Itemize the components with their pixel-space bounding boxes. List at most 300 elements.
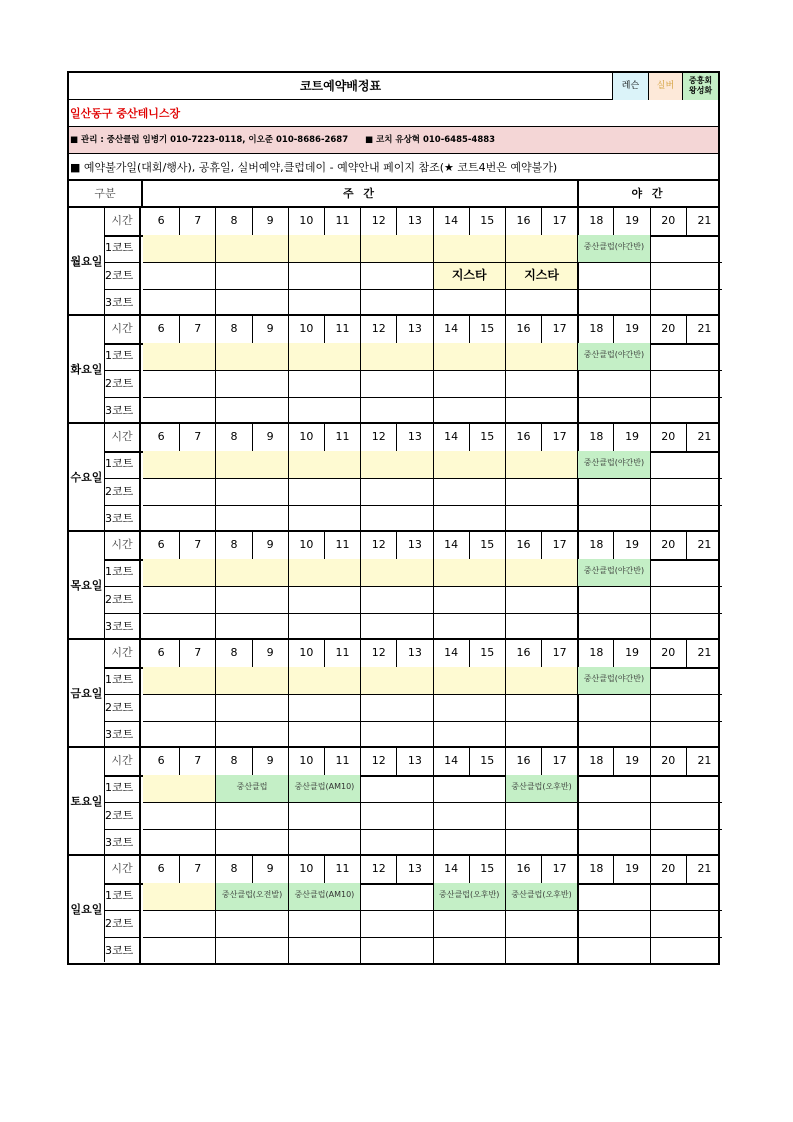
reservation-block[interactable] [289,559,360,586]
slot-cell[interactable] [650,613,722,640]
slot-cell[interactable] [577,721,649,748]
reservation-block[interactable] [434,559,505,586]
reservation-block[interactable]: 지스타 [434,263,505,289]
slot-cell[interactable] [143,910,215,937]
slot-cell[interactable] [433,937,505,964]
slot-cell[interactable] [650,397,722,424]
hour-cell: 7 [179,856,215,883]
court-label: 3코트 [105,613,141,640]
slot-cell[interactable] [143,613,215,640]
reservation-block[interactable] [361,559,432,586]
reservation-block[interactable] [361,667,432,694]
reservation-block[interactable] [434,235,505,262]
day-name: 목요일 [69,532,105,638]
hour-cell: 19 [613,640,649,667]
hour-cell: 12 [360,424,396,451]
slot-cell[interactable] [577,802,649,829]
hour-cell: 18 [577,748,613,775]
slot-cell[interactable] [215,370,287,397]
hour-cell: 18 [577,316,613,343]
hour-cell: 20 [650,532,686,559]
reservation-block[interactable] [216,451,287,478]
slot-cell[interactable] [215,586,287,613]
hour-cell: 21 [686,640,722,667]
slot-cell[interactable] [650,235,722,262]
hour-cell: 16 [505,748,541,775]
reservation-block[interactable] [143,235,215,262]
court-label: 2코트 [105,370,141,397]
hour-cell: 20 [650,640,686,667]
hour-cell: 19 [613,424,649,451]
slot-cell[interactable] [577,478,649,505]
reservation-block[interactable] [143,559,215,586]
slot-cell[interactable] [577,694,649,721]
slot-cell[interactable] [143,262,215,289]
hour-cell: 17 [541,640,577,667]
slot-cell[interactable] [143,802,215,829]
reservation-block[interactable]: 지스타 [506,263,577,289]
slot-cell[interactable] [433,829,505,856]
reservation-block[interactable] [143,883,215,910]
hour-cell: 10 [288,856,324,883]
slot-cell[interactable] [288,694,360,721]
hour-cell: 7 [179,316,215,343]
court-label: 1코트 [105,235,141,262]
hour-cell: 14 [433,748,469,775]
slot-cell[interactable] [650,289,722,316]
slot-cell[interactable] [505,721,577,748]
hour-cell: 9 [252,856,288,883]
header-gubun: 구분 [69,181,143,206]
reservation-block[interactable] [216,559,287,586]
slot-cell[interactable] [433,397,505,424]
day-name: 금요일 [69,640,105,746]
slot-cell[interactable] [360,262,432,289]
slot-cell[interactable] [650,775,722,802]
hour-cell: 16 [505,532,541,559]
court-label: 3코트 [105,397,141,424]
hour-cell: 14 [433,208,469,235]
slot-cell[interactable] [650,721,722,748]
slot-cell[interactable] [433,478,505,505]
slot-cell[interactable] [577,505,649,532]
reservation-block[interactable]: 중산클럽(오후반) [434,883,505,910]
slot-cell[interactable] [433,694,505,721]
slot-cell[interactable] [433,802,505,829]
slot-cell[interactable] [143,505,215,532]
slot-cell[interactable] [650,343,722,370]
hour-cell: 12 [360,532,396,559]
hour-cell: 17 [541,424,577,451]
hour-cell: 8 [215,532,251,559]
hour-cell: 16 [505,316,541,343]
court-label: 1코트 [105,883,141,910]
slot-cell[interactable] [288,397,360,424]
slot-cell[interactable] [505,478,577,505]
hour-cell: 19 [613,532,649,559]
hour-cell: 11 [324,424,360,451]
slot-cell[interactable] [215,829,287,856]
hour-cell: 10 [288,640,324,667]
hour-cell: 16 [505,208,541,235]
slot-cell[interactable] [288,505,360,532]
slot-cell[interactable] [143,478,215,505]
slot-cell[interactable] [505,586,577,613]
slot-cell[interactable] [433,586,505,613]
slot-cell[interactable] [505,802,577,829]
manager-contact: ■ 관리 : 중산클럽 임병기 010-7223-0118, 이오준 010-8686-2687 [70,135,349,145]
page-title: 코트예약배정표 [299,79,382,93]
slot-cell[interactable] [577,883,649,910]
slot-cell[interactable] [433,775,505,802]
notice-text: ■ 예약불가일(대회/행사), 공휴일, 실버예약,클럽데이 - 예약안내 페이지 참조(★ 코트4번은 예약불가) [70,161,558,174]
slot-cell[interactable] [650,883,722,910]
hour-cell: 12 [360,748,396,775]
slot-cell[interactable] [577,262,649,289]
hour-cell: 15 [469,748,505,775]
slot-cell[interactable] [215,613,287,640]
slot-cell[interactable] [650,586,722,613]
title-row [69,73,718,100]
hour-cell: 18 [577,424,613,451]
reservation-block[interactable]: 중산클럽(야간반) [578,235,649,262]
reservation-block[interactable] [216,343,287,370]
hour-cell: 7 [179,640,215,667]
reservation-block[interactable]: 중산클럽(오후반) [506,775,577,802]
hour-cell: 10 [288,748,324,775]
contact-row [69,127,718,154]
day-name: 화요일 [69,316,105,422]
hour-cell: 15 [469,424,505,451]
slot-cell[interactable] [577,289,649,316]
slot-cell[interactable] [288,613,360,640]
hour-cell: 6 [157,646,165,659]
slot-cell[interactable] [288,802,360,829]
hour-cell: 9 [252,316,288,343]
hour-cell: 21 [686,748,722,775]
hour-cell: 11 [324,640,360,667]
slot-cell[interactable] [288,586,360,613]
hour-cell: 20 [650,208,686,235]
hour-cell: 6 [157,322,165,335]
slot-cell[interactable] [505,937,577,964]
slot-cell[interactable] [215,262,287,289]
reservation-block[interactable] [506,451,577,478]
slot-cell[interactable] [360,721,432,748]
court-label: 3코트 [105,937,141,964]
reservation-block[interactable] [506,559,577,586]
hour-cell: 8 [215,748,251,775]
hour-cell: 9 [252,532,288,559]
hour-cell: 12 [360,316,396,343]
slot-cell[interactable] [650,802,722,829]
reservation-block[interactable] [289,235,360,262]
time-label: 시간 [105,532,141,559]
hour-cell: 8 [215,640,251,667]
reservation-block[interactable] [434,343,505,370]
court-label: 2코트 [105,478,141,505]
slot-cell[interactable] [650,559,722,586]
hour-cell: 9 [252,748,288,775]
slot-cell[interactable] [215,937,287,964]
slot-cell[interactable] [288,910,360,937]
slot-cell[interactable] [577,370,649,397]
hour-cell: 7 [179,748,215,775]
slot-cell[interactable] [650,262,722,289]
slot-cell[interactable] [577,775,649,802]
reservation-block[interactable]: 중산클럽(야간반) [578,451,649,478]
hour-cell: 18 [577,640,613,667]
hour-cell: 13 [396,208,432,235]
reservation-block[interactable]: 중산클럽(AM10) [289,883,360,910]
reservation-block[interactable]: 중산클럽(야간반) [578,343,649,370]
hour-cell: 8 [215,208,251,235]
slot-cell[interactable] [288,937,360,964]
hour-cell: 10 [288,424,324,451]
reservation-block[interactable] [361,343,432,370]
reservation-block[interactable] [289,343,360,370]
slot-cell[interactable] [650,937,722,964]
reservation-block[interactable] [216,235,287,262]
slot-cell[interactable] [215,397,287,424]
reservation-block[interactable] [143,451,215,478]
slot-cell[interactable] [143,694,215,721]
slot-cell[interactable] [215,802,287,829]
slot-cell[interactable] [143,721,215,748]
hour-cell: 13 [396,532,432,559]
reservation-block[interactable]: 중산클럽(야간반) [578,559,649,586]
hour-cell: 11 [324,532,360,559]
court-label: 3코트 [105,289,141,316]
slot-cell[interactable] [505,289,577,316]
legend-club [682,73,718,100]
hour-cell: 10 [288,316,324,343]
slot-cell[interactable] [577,613,649,640]
slot-cell[interactable] [288,370,360,397]
slot-cell[interactable] [505,910,577,937]
reservation-block[interactable]: 중산클럽(야간반) [578,667,649,694]
slot-cell[interactable] [650,910,722,937]
court-label: 1코트 [105,343,141,370]
slot-cell[interactable] [143,289,215,316]
slot-cell[interactable] [360,397,432,424]
slot-cell[interactable] [288,478,360,505]
hour-cell: 14 [433,424,469,451]
slot-cell[interactable] [360,505,432,532]
hour-cell: 11 [324,748,360,775]
slot-cell[interactable] [577,586,649,613]
notice-row [69,154,718,181]
slot-cell[interactable] [433,370,505,397]
hour-cell: 16 [505,640,541,667]
hour-cell: 21 [686,424,722,451]
reservation-block[interactable]: 중산클럽(AM10) [289,775,360,802]
slot-cell[interactable] [288,262,360,289]
hour-cell: 13 [396,856,432,883]
hour-cell: 21 [686,208,722,235]
hour-cell: 20 [650,316,686,343]
hour-cell: 21 [686,316,722,343]
hour-cell: 11 [324,316,360,343]
slot-cell[interactable] [215,910,287,937]
slot-cell[interactable] [215,694,287,721]
hour-cell: 12 [360,208,396,235]
slot-cell[interactable] [143,937,215,964]
slot-cell[interactable] [288,289,360,316]
court-label: 2코트 [105,262,141,289]
hour-cell: 8 [215,316,251,343]
day-block [69,748,718,856]
hour-cell: 9 [252,424,288,451]
time-label: 시간 [105,640,141,667]
hour-cell: 17 [541,316,577,343]
slot-cell[interactable] [215,289,287,316]
reservation-block[interactable] [289,667,360,694]
reservation-block[interactable] [506,343,577,370]
slot-cell[interactable] [215,505,287,532]
slot-cell[interactable] [650,829,722,856]
reservation-block[interactable] [434,667,505,694]
slot-cell[interactable] [433,613,505,640]
reservation-block[interactable]: 중산클럽(오후반) [506,883,577,910]
slot-cell[interactable] [288,721,360,748]
header-daytime: 주 간 [143,181,579,206]
hour-cell: 13 [396,748,432,775]
day-block [69,424,718,532]
slot-cell[interactable] [360,910,432,937]
slot-cell[interactable] [505,694,577,721]
time-label: 시간 [105,748,141,775]
hour-cell: 8 [215,856,251,883]
time-label: 시간 [105,208,141,235]
hour-cell: 8 [215,424,251,451]
hour-cell: 21 [686,856,722,883]
slot-cell[interactable] [360,829,432,856]
hour-cell: 17 [541,748,577,775]
column-header-row [69,181,718,208]
slot-cell[interactable] [505,505,577,532]
slot-cell[interactable] [360,694,432,721]
hour-cell: 7 [179,424,215,451]
slot-cell[interactable] [360,802,432,829]
hour-cell: 6 [157,538,165,551]
slot-cell[interactable] [650,478,722,505]
slot-cell[interactable] [650,451,722,478]
slot-cell[interactable] [577,829,649,856]
hour-cell: 11 [324,208,360,235]
slot-cell[interactable] [433,910,505,937]
day-block [69,208,718,316]
slot-cell[interactable] [288,829,360,856]
legend-silver: 실버 [648,73,682,100]
reservation-block[interactable] [216,667,287,694]
reservation-block[interactable] [143,667,215,694]
hour-cell: 13 [396,424,432,451]
hour-cell: 17 [541,856,577,883]
slot-cell[interactable] [577,397,649,424]
reservation-block[interactable] [143,775,215,802]
slot-cell[interactable] [215,478,287,505]
hour-cell: 10 [288,532,324,559]
slot-cell[interactable] [360,289,432,316]
slot-cell[interactable] [360,478,432,505]
hour-cell: 15 [469,532,505,559]
slot-cell[interactable] [650,370,722,397]
hour-cell: 13 [396,316,432,343]
slot-cell[interactable] [360,370,432,397]
reservation-block[interactable]: 중산클럽(오전발) [216,883,287,910]
slot-cell[interactable] [505,370,577,397]
slot-cell[interactable] [433,505,505,532]
slot-cell[interactable] [143,397,215,424]
court-label: 2코트 [105,694,141,721]
reservation-block[interactable]: 중산클럽 [216,775,287,802]
court-label: 2코트 [105,910,141,937]
reservation-block[interactable] [506,667,577,694]
hour-cell: 12 [360,856,396,883]
hour-cell: 14 [433,532,469,559]
slot-cell[interactable] [360,883,432,910]
slot-cell[interactable] [360,586,432,613]
court-label: 1코트 [105,559,141,586]
legend-club-label: 중흥회 왕성화 [688,76,713,95]
slot-cell[interactable] [433,289,505,316]
slot-cell[interactable] [143,829,215,856]
hour-cell: 15 [469,856,505,883]
slot-cell[interactable] [650,694,722,721]
hour-cell: 18 [577,208,613,235]
reservation-block[interactable] [361,235,432,262]
hour-cell: 9 [252,208,288,235]
slot-cell[interactable] [505,829,577,856]
coach-contact: ■ 코치 유상혁 010-6485-4883 [365,135,496,145]
slot-cell[interactable] [215,721,287,748]
court-label: 3코트 [105,829,141,856]
slot-cell[interactable] [577,937,649,964]
hour-cell: 6 [157,754,165,767]
slot-cell[interactable] [650,667,722,694]
slot-cell[interactable] [505,613,577,640]
hour-cell: 13 [396,640,432,667]
time-label: 시간 [105,856,141,883]
slot-cell[interactable] [505,397,577,424]
reservation-block[interactable] [289,451,360,478]
slot-cell[interactable] [360,937,432,964]
hour-cell: 16 [505,424,541,451]
hour-cell: 17 [541,208,577,235]
hour-cell: 14 [433,856,469,883]
hour-cell: 18 [577,532,613,559]
time-label: 시간 [105,424,141,451]
reservation-block[interactable] [434,451,505,478]
reservation-block[interactable] [506,235,577,262]
hour-cell: 7 [179,208,215,235]
slot-cell[interactable] [433,721,505,748]
reservation-block[interactable] [361,451,432,478]
hour-cell: 17 [541,532,577,559]
hour-cell: 18 [577,856,613,883]
club-row [69,100,718,127]
slot-cell[interactable] [577,910,649,937]
day-name: 일요일 [69,856,105,962]
slot-cell[interactable] [360,613,432,640]
reservation-block[interactable] [143,343,215,370]
slot-cell[interactable] [650,505,722,532]
slot-cell[interactable] [143,370,215,397]
slot-cell[interactable] [143,586,215,613]
hour-cell: 19 [613,748,649,775]
slot-cell[interactable] [360,775,432,802]
